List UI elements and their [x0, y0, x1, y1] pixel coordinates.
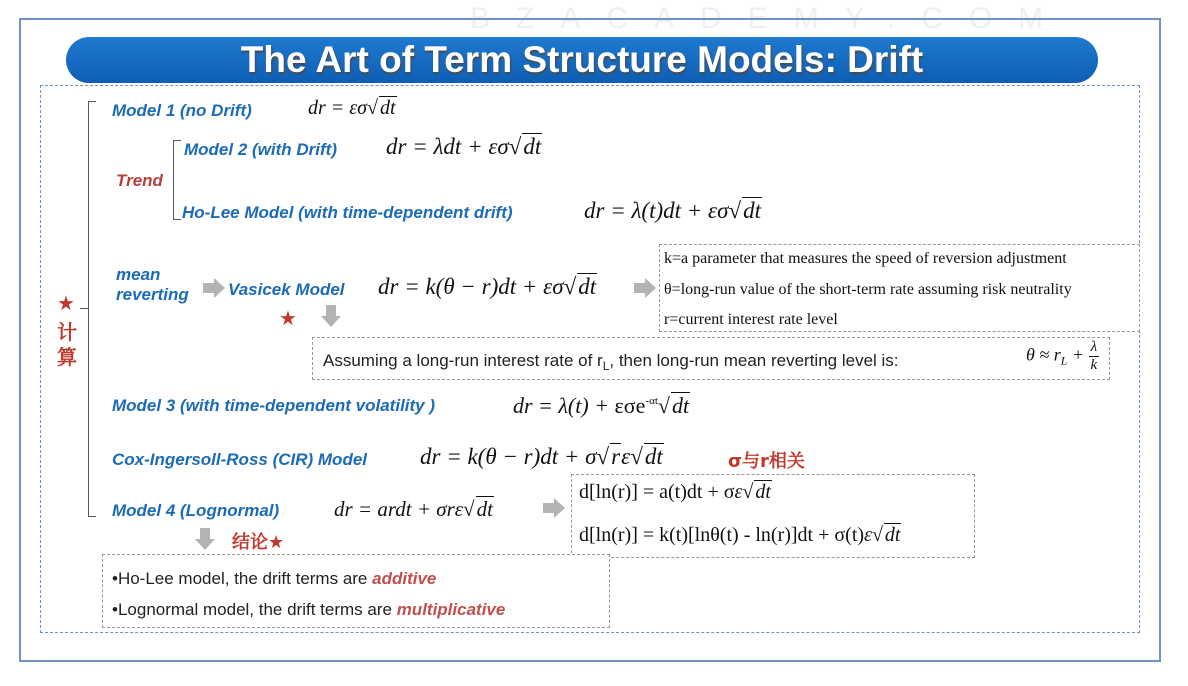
model1-formula: dr = εσ√ dt — [308, 97, 396, 119]
holee-label: Ho-Lee Model (with time-dependent drift) — [182, 203, 513, 222]
model3-label: Model 3 (with time-dependent volatility ) — [112, 396, 436, 415]
cir-formula: dr = k(θ − r)dt + σ√rε√dt — [420, 444, 663, 469]
arrow-right-icon — [543, 498, 565, 518]
conclusion-label: 结论★ — [232, 532, 285, 553]
long-run-formula: $\theta \approx r_L$ + $\frac{\lambda}{k}$ — [1026, 339, 1098, 373]
lognormal-formula-1: d[ln(r)] = a(t)dt + σε√ dt — [579, 481, 771, 503]
model2-formula: dr = λdt + εσ√dt — [386, 134, 542, 159]
model3-formula: dr = λ(t) + εσe$^{-\alpha t}$√dt — [513, 393, 690, 418]
vasicek-star-icon: ★ — [279, 306, 297, 330]
trend-label: Trend — [116, 171, 163, 190]
arrow-right-icon — [203, 278, 225, 298]
watermark: BZACADEMY.COM — [470, 2, 1070, 35]
arrow-down-icon — [321, 305, 341, 327]
trend-bracket — [173, 140, 174, 220]
conclusion-line-1: •Ho-Lee model, the drift terms are additive — [112, 569, 437, 588]
side-label-bottom: 算 — [57, 345, 77, 369]
arrow-down-icon — [195, 528, 215, 550]
vasicek-note-k: k=a parameter that measures the speed of reversion adjustment — [664, 250, 1067, 267]
mean-reverting-line1: mean — [116, 265, 161, 284]
star-icon: ★ — [57, 291, 75, 315]
model4-formula: dr = ardt + σrε√dt — [334, 497, 493, 521]
model4-label: Model 4 (Lognormal) — [112, 501, 280, 520]
cir-note: σ与r相关 — [728, 451, 805, 472]
model2-label: Model 2 (with Drift) — [184, 140, 337, 159]
vasicek-note-r: r=current interest rate level — [664, 311, 838, 328]
slide-title: The Art of Term Structure Models: Drift — [240, 39, 924, 80]
main-bracket-tick — [80, 308, 88, 309]
mean-reverting-line2: reverting — [116, 285, 189, 304]
arrow-right-icon — [634, 278, 656, 298]
vasicek-note-theta: θ=long-run value of the short-term rate assuming risk neutrality — [664, 281, 1072, 298]
cir-label: Cox-Ingersoll-Ross (CIR) Model — [112, 450, 368, 469]
model1-label: Model 1 (no Drift) — [112, 101, 252, 120]
vasicek-label: Vasicek Model — [228, 280, 345, 299]
holee-formula: dr = λ(t)dt + εσ√dt — [584, 198, 761, 223]
main-bracket — [88, 101, 89, 517]
side-label-top: 计 — [57, 320, 77, 344]
vasicek-formula: dr = k(θ − r)dt + εσ√dt — [378, 274, 597, 299]
lognormal-formula-2: d[ln(r)] = k(t)[lnθ(t) - ln(r)]dt + σ(t)ε√ dt — [579, 524, 901, 546]
long-run-text: Assuming a long-run interest rate of $r_L$, then long-run mean reverting level is: — [323, 351, 899, 373]
conclusion-line-2: •Lognormal model, the drift terms are multiplicative — [112, 600, 506, 619]
